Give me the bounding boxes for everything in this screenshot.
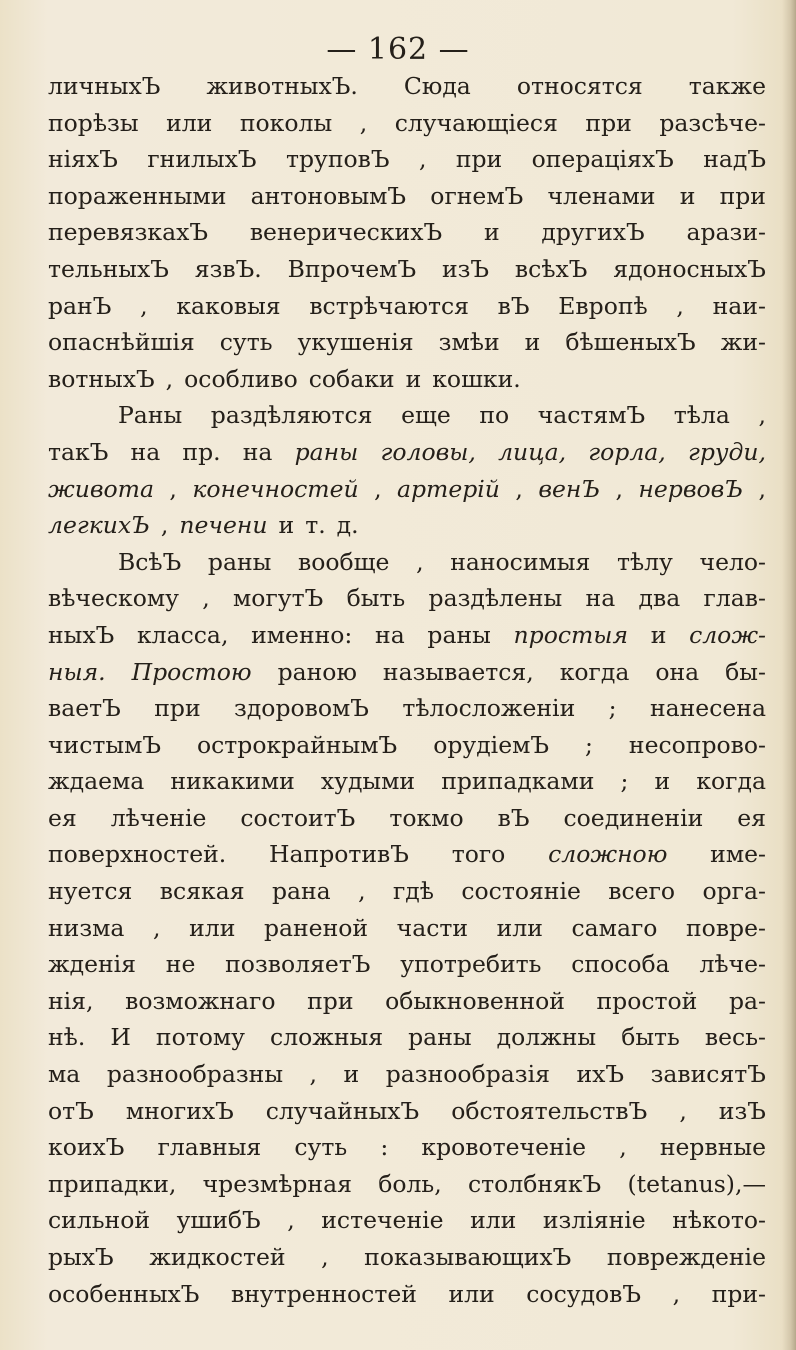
word: при bbox=[719, 181, 766, 210]
word: , bbox=[359, 108, 368, 137]
word: возможнаго bbox=[125, 986, 276, 1015]
word: при bbox=[307, 986, 354, 1015]
text-line bbox=[48, 288, 766, 325]
word: нѣкото- bbox=[672, 1206, 766, 1235]
word: того bbox=[451, 840, 506, 869]
word: , bbox=[321, 1243, 329, 1271]
text-line bbox=[48, 434, 766, 471]
word: токмо bbox=[389, 803, 464, 832]
word: , bbox=[169, 474, 177, 503]
word: , bbox=[140, 291, 148, 320]
word: , bbox=[672, 1279, 681, 1308]
word: и bbox=[343, 1060, 360, 1089]
word: относятся bbox=[516, 72, 643, 100]
word: Европѣ bbox=[558, 291, 648, 320]
word: , bbox=[758, 474, 766, 503]
text-line bbox=[48, 617, 766, 654]
page-number: — 162 — bbox=[326, 32, 470, 67]
word: ждаема bbox=[48, 767, 145, 796]
word: именно: bbox=[251, 620, 353, 649]
word: , bbox=[165, 364, 174, 393]
word: на bbox=[585, 584, 616, 613]
word: нанесена bbox=[649, 694, 766, 723]
word: рыхЪ bbox=[48, 1243, 114, 1271]
word: всего bbox=[608, 877, 676, 906]
word: когда bbox=[559, 657, 630, 686]
word: когда bbox=[696, 767, 766, 796]
word: повре- bbox=[686, 913, 766, 942]
italic-word: легкихЪ bbox=[48, 511, 150, 540]
word: случайныхЪ bbox=[265, 1096, 420, 1125]
word: перевязкахЪ bbox=[48, 218, 209, 247]
word: каковыя bbox=[176, 291, 281, 320]
word: сильной bbox=[48, 1206, 151, 1235]
text-line bbox=[48, 1129, 766, 1166]
italic-word: горла, bbox=[588, 437, 666, 466]
word: ранЪ bbox=[48, 291, 112, 320]
word: отЪ bbox=[48, 1096, 94, 1125]
word: вотныхЪ bbox=[48, 364, 155, 393]
word: по bbox=[479, 401, 510, 430]
italic-word: Простою bbox=[131, 657, 252, 686]
italic-word: сложною bbox=[548, 840, 668, 869]
word: жденія bbox=[48, 950, 136, 979]
word: животныхЪ. bbox=[206, 72, 358, 100]
word: раны bbox=[408, 1023, 472, 1052]
text-line bbox=[48, 141, 766, 178]
word: , bbox=[758, 401, 766, 430]
word: или bbox=[496, 913, 543, 942]
word: Сюда bbox=[403, 72, 471, 100]
word: изліяніе bbox=[542, 1206, 646, 1235]
word: личныхЪ bbox=[48, 72, 161, 100]
word: нѣ. bbox=[48, 1023, 86, 1052]
word: , bbox=[202, 584, 210, 613]
word: коихЪ bbox=[48, 1133, 125, 1162]
word: раздѣляются bbox=[210, 401, 373, 430]
word: называется, bbox=[382, 657, 534, 686]
word: при bbox=[455, 145, 503, 174]
word: жидкостей bbox=[149, 1243, 286, 1271]
text-line bbox=[48, 544, 766, 581]
italic-word: лица, bbox=[498, 437, 567, 466]
word: низма bbox=[48, 913, 125, 942]
word: поверхностей. bbox=[48, 840, 227, 869]
word: ВсѣЪ bbox=[118, 547, 182, 576]
word: острокрайнымЪ bbox=[196, 730, 398, 759]
word: и bbox=[483, 218, 500, 247]
word: поврежденіе bbox=[606, 1243, 766, 1271]
word: орудіемЪ bbox=[433, 730, 550, 759]
word: змѣи bbox=[438, 328, 500, 357]
italic-word: головы, bbox=[380, 437, 476, 466]
text-line bbox=[48, 946, 766, 983]
italic-word: раны bbox=[294, 437, 359, 466]
word: бѣшеныхЪ bbox=[565, 328, 696, 357]
word: надЪ bbox=[703, 145, 766, 174]
word: лѣченіе bbox=[110, 803, 207, 832]
italic-word: нервовЪ bbox=[638, 474, 744, 503]
word: всѣхЪ bbox=[514, 254, 588, 283]
word: способа bbox=[571, 950, 670, 979]
word: ея bbox=[737, 803, 766, 832]
word: истеченіе bbox=[321, 1206, 444, 1235]
word: худыми bbox=[320, 767, 416, 796]
word: , bbox=[153, 913, 161, 942]
italic-word: ныя. bbox=[48, 657, 106, 686]
word: ушибЪ bbox=[176, 1206, 261, 1235]
word: опаснѣйшія bbox=[48, 328, 195, 357]
word: при bbox=[585, 108, 632, 137]
word: должны bbox=[496, 1023, 597, 1052]
word: тѣлу bbox=[616, 547, 673, 576]
word: наносимыя bbox=[450, 547, 591, 576]
word: жи- bbox=[720, 328, 766, 357]
word: и bbox=[405, 364, 422, 393]
word: нервные bbox=[659, 1133, 766, 1162]
page-edge-shadow bbox=[782, 0, 796, 1350]
word: разнообразія bbox=[385, 1060, 550, 1089]
word: припадками bbox=[441, 767, 595, 796]
word: труповЪ bbox=[285, 145, 390, 174]
text-line bbox=[48, 178, 766, 215]
word: гнилыхЪ bbox=[147, 145, 257, 174]
italic-word: простыя bbox=[513, 620, 629, 649]
word: пораженными bbox=[48, 181, 227, 210]
word: рана bbox=[271, 877, 331, 906]
word: , bbox=[160, 511, 169, 540]
italic-word: груди, bbox=[687, 437, 766, 466]
word: изЪ bbox=[441, 254, 490, 283]
word: членами bbox=[547, 181, 656, 210]
italic-word: конечностей bbox=[192, 474, 359, 503]
text-line bbox=[48, 763, 766, 800]
word: орга- bbox=[702, 877, 766, 906]
italic-word: артерій bbox=[397, 474, 500, 503]
word: операціяхЪ bbox=[531, 145, 674, 174]
word: еще bbox=[401, 401, 451, 430]
word: ныхЪ bbox=[48, 620, 115, 649]
word: другихЪ bbox=[541, 218, 645, 247]
word: лѣче- bbox=[699, 950, 766, 979]
text-line bbox=[48, 580, 766, 617]
word: вѣческому bbox=[48, 584, 179, 613]
word: или bbox=[470, 1206, 517, 1235]
word: , bbox=[515, 474, 523, 503]
word: быть bbox=[346, 584, 406, 613]
word: на bbox=[375, 620, 405, 649]
word: части bbox=[396, 913, 469, 942]
word: ваетЪ bbox=[48, 694, 121, 723]
word: два bbox=[638, 584, 681, 613]
word: , bbox=[676, 291, 684, 320]
text-line bbox=[48, 1202, 766, 1239]
word: и bbox=[278, 511, 295, 540]
word: состоитЪ bbox=[240, 803, 356, 832]
word: всякая bbox=[159, 877, 245, 906]
text-line bbox=[48, 68, 766, 105]
word: кровотеченіе bbox=[421, 1133, 587, 1162]
word: несопрово- bbox=[628, 730, 766, 759]
word: она bbox=[655, 657, 700, 686]
word: соединеніи bbox=[563, 803, 704, 832]
word: обыкновенной bbox=[385, 986, 565, 1015]
word: вЪ bbox=[497, 803, 530, 832]
italic-word: печени bbox=[179, 511, 268, 540]
word: употребить bbox=[400, 950, 542, 979]
word: венерическихЪ bbox=[249, 218, 443, 247]
word: ВпрочемЪ bbox=[287, 254, 417, 283]
word: раною bbox=[277, 657, 357, 686]
word: огнемЪ bbox=[430, 181, 524, 210]
word: самаго bbox=[571, 913, 658, 942]
word: и bbox=[654, 767, 671, 796]
text-line bbox=[48, 1093, 766, 1130]
word: сосудовЪ bbox=[526, 1279, 642, 1308]
word: внутренностей bbox=[231, 1279, 417, 1308]
word: вЪ bbox=[497, 291, 530, 320]
text-line bbox=[48, 727, 766, 764]
text-line bbox=[48, 910, 766, 947]
word: ; bbox=[620, 767, 629, 796]
word: или bbox=[189, 913, 236, 942]
word: боль, bbox=[378, 1169, 442, 1198]
word: нія, bbox=[48, 986, 94, 1015]
word: , bbox=[416, 547, 424, 576]
italic-word: живота bbox=[48, 474, 154, 503]
text-line bbox=[48, 690, 766, 727]
word: вообще bbox=[297, 547, 390, 576]
word: кошки. bbox=[432, 364, 521, 393]
word: и bbox=[679, 181, 696, 210]
word: глав- bbox=[703, 584, 766, 613]
word: тельныхЪ bbox=[48, 254, 169, 283]
text-line bbox=[48, 1166, 766, 1203]
word: : bbox=[380, 1133, 389, 1162]
word: и bbox=[524, 328, 541, 357]
word: име- bbox=[710, 840, 766, 869]
word: на bbox=[130, 437, 161, 466]
text-line bbox=[48, 1019, 766, 1056]
text-line bbox=[48, 654, 766, 691]
word: здоровомЪ bbox=[234, 694, 369, 723]
word: разнообразны bbox=[106, 1060, 284, 1089]
italic-word: венЪ bbox=[538, 474, 601, 503]
word: наи- bbox=[712, 291, 766, 320]
word: при bbox=[154, 694, 201, 723]
word: И bbox=[110, 1023, 131, 1052]
word: (tetanus),— bbox=[627, 1169, 766, 1198]
text-line bbox=[48, 1056, 766, 1093]
word: ; bbox=[585, 730, 593, 759]
word: собаки bbox=[308, 364, 395, 393]
word: частямЪ bbox=[537, 401, 646, 430]
word: чрезмѣрная bbox=[202, 1169, 352, 1198]
word: весь- bbox=[704, 1023, 766, 1052]
word: также bbox=[688, 72, 766, 100]
word: припадки, bbox=[48, 1169, 177, 1198]
text-line bbox=[48, 105, 766, 142]
text-line bbox=[48, 1239, 766, 1276]
word: ра- bbox=[728, 986, 766, 1015]
word: класса, bbox=[136, 620, 229, 649]
word: или bbox=[448, 1279, 495, 1308]
word: столбнякЪ bbox=[467, 1169, 602, 1198]
word: суть bbox=[294, 1133, 348, 1162]
word: ніяхЪ bbox=[48, 145, 118, 174]
word: могутЪ bbox=[233, 584, 324, 613]
word: при- bbox=[711, 1279, 766, 1308]
word: и bbox=[650, 620, 667, 649]
word: ма bbox=[48, 1060, 81, 1089]
word: ихЪ bbox=[576, 1060, 625, 1089]
word: особливо bbox=[184, 364, 298, 393]
text-line bbox=[48, 873, 766, 910]
word: антоновымЪ bbox=[250, 181, 407, 210]
word: никакими bbox=[170, 767, 295, 796]
word: ея bbox=[48, 803, 77, 832]
word: раздѣлены bbox=[428, 584, 563, 613]
word: чистымЪ bbox=[48, 730, 162, 759]
word: ядоносныхЪ bbox=[613, 254, 766, 283]
word: , bbox=[287, 1206, 295, 1235]
body-text bbox=[48, 68, 766, 1312]
text-line bbox=[48, 214, 766, 251]
text-line bbox=[48, 1276, 766, 1313]
word: , bbox=[418, 145, 427, 174]
word: встрѣчаются bbox=[309, 291, 469, 320]
text-line bbox=[48, 507, 766, 544]
word: быть bbox=[621, 1023, 680, 1052]
text-line bbox=[48, 251, 766, 288]
text-line bbox=[48, 324, 766, 361]
word: не bbox=[165, 950, 196, 979]
word: суть bbox=[219, 328, 273, 357]
word: д. bbox=[336, 511, 359, 540]
text-line bbox=[48, 361, 766, 398]
text-line bbox=[48, 983, 766, 1020]
word: НапротивЪ bbox=[269, 840, 409, 869]
word: бы- bbox=[725, 657, 766, 686]
word: поколы bbox=[239, 108, 333, 137]
word: на bbox=[242, 437, 273, 466]
word: раны bbox=[427, 620, 491, 649]
text-line bbox=[48, 397, 766, 434]
text-line bbox=[48, 471, 766, 508]
word: особенныхЪ bbox=[48, 1279, 200, 1308]
word: нуется bbox=[48, 877, 133, 906]
word: , bbox=[619, 1133, 627, 1162]
word: потому bbox=[155, 1023, 245, 1052]
word: ; bbox=[608, 694, 617, 723]
word: случающіеся bbox=[394, 108, 558, 137]
word: показывающихЪ bbox=[364, 1243, 572, 1271]
word: , bbox=[374, 474, 382, 503]
word: такЪ bbox=[48, 437, 109, 466]
word: пр. bbox=[182, 437, 221, 466]
word: язвЪ. bbox=[194, 254, 262, 283]
word: зависятЪ bbox=[650, 1060, 766, 1089]
text-line bbox=[48, 836, 766, 873]
word: чело- bbox=[699, 547, 766, 576]
word: простой bbox=[596, 986, 698, 1015]
word: сложныя bbox=[270, 1023, 384, 1052]
text-line bbox=[48, 800, 766, 837]
word: Раны bbox=[118, 401, 183, 430]
word: состояніе bbox=[461, 877, 581, 906]
italic-word: слож- bbox=[689, 620, 766, 649]
word: обстоятельствЪ bbox=[451, 1096, 648, 1125]
word: тѣлосложеніи bbox=[402, 694, 576, 723]
word: разсѣче- bbox=[659, 108, 766, 137]
word: гдѣ bbox=[392, 877, 434, 906]
word: , bbox=[615, 474, 623, 503]
word: , bbox=[309, 1060, 318, 1089]
word: , bbox=[358, 877, 366, 906]
word: раны bbox=[207, 547, 272, 576]
word: тѣла bbox=[673, 401, 730, 430]
word: арази- bbox=[686, 218, 766, 247]
word: порѣзы bbox=[48, 108, 139, 137]
word: укушенія bbox=[297, 328, 414, 357]
word: раненой bbox=[263, 913, 369, 942]
word: или bbox=[166, 108, 213, 137]
word: многихЪ bbox=[125, 1096, 234, 1125]
word: позволяетЪ bbox=[225, 950, 371, 979]
word: главныя bbox=[157, 1133, 262, 1162]
word: , bbox=[679, 1096, 687, 1125]
word: т. bbox=[305, 511, 326, 540]
word: изЪ bbox=[718, 1096, 766, 1125]
